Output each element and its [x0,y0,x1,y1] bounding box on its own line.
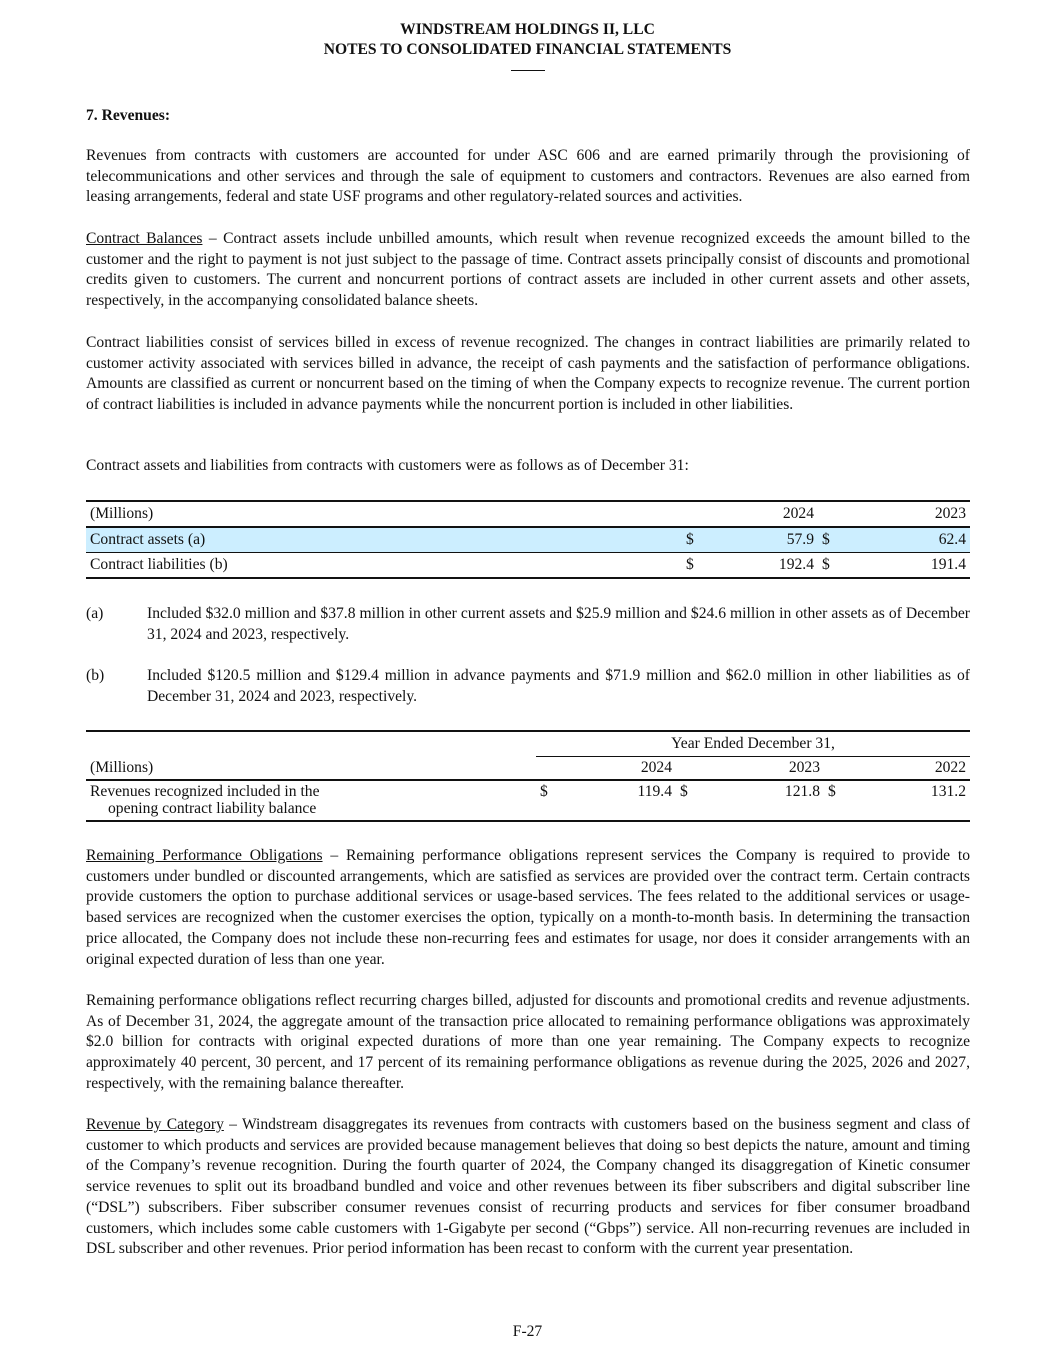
contract-liability-revenue-table [86,730,970,822]
unit-label: (Millions) [90,504,154,522]
section-title: 7. Revenues: [86,107,171,124]
table-span-header-row [86,732,970,757]
value-2024: 192.4 [778,555,814,573]
value-2023: 191.4 [930,555,966,573]
value-2023: 121.8 [696,780,824,821]
contract-balances-text: – Contract assets include unbilled amounts, which result when revenue recognized exceeds the amount billed to the customer and the right to payment is not just subject to the passage of time. Contract assets principally consist of discounts and promotional credits given to customers. The current and noncurrent portions of contract assets are included in other current assets and other assets, respectively, in the accompanying consolidated balance sheets. [86,230,970,310]
value-2024: 57.9 [786,530,814,548]
unit-label: (Millions) [86,757,536,781]
column-header-2022: 2022 [844,757,970,781]
footnote-text: Included $32.0 million and $37.8 million in other current assets and $25.9 million and $24.6 million in other assets as of December 31, 2024 and 2023, respectively. [147,605,970,643]
currency-symbol: $ [686,555,694,573]
column-header-2023: 2023 [696,757,824,781]
table-header-row [86,757,970,781]
year-ended-header: Year Ended December 31, [536,732,970,757]
company-name: WINDSTREAM HOLDINGS II, LLC [400,21,655,38]
row-label-line-1: Revenues recognized included in the [90,783,320,800]
revenue-by-category-text: – Windstream disaggregates its revenues from contracts with customers based on the business segment and class of customer to which products and services are provided because management believes that doing so best depicts the nature, amount and timing of the Company’s revenue recognition. During the fourth quarter of 2024, the Company changed its disaggregation of Kinetic consumer service revenues to split out its broadband bundled and voice and other revenues between its fiber subscribers and digital subscriber line (“DSL”) subscribers. Fiber subscriber consumer revenues consist of recurring products and services for fiber consumer broadband customers, which includes some cable customers with 1-Gigabyte per second (“Gbps”) service. All non-recurring revenues are included in DSL subscriber and other revenues. Prior period information has been recast to conform with the current year presentation. [86,1116,971,1258]
table-intro-paragraph: Contract assets and liabilities from contracts with customers were as follows as of December 31: [86,457,689,474]
column-header-2024: 2024 [556,757,676,781]
row-label [86,780,536,821]
rpo-paragraph [86,846,970,970]
value-2022: 131.2 [844,780,970,821]
contract-balances-table [86,500,970,579]
currency-symbol: $ [824,780,844,821]
footnote-a [86,604,970,645]
currency-symbol: $ [536,780,556,821]
table-row [86,527,970,553]
page-header [0,20,1055,71]
row-label-line-2: opening contract liability balance [108,800,317,817]
rpo-text: – Remaining performance obligations represent services the Company is required to provide to customers under bundled or discounted arrangements, which are satisfied as services are provided over the contract term. Certain contracts provide customers the option to purchase additional services or usage-based services. The fees related to the additional services or usage-based services are recognized when the customer exercises the option, typically on a month-to-month basis. In determining the transaction price allocated, the Company does not include these non-recurring fees and estimates for usage, nor does it consider arrangements with an original expected duration of less than one year. [86,847,970,968]
footnote-text: Included $120.5 million and $129.4 million in advance payments and $71.9 million and $62.0 million in other liabilities as of December 31, 2024 and 2023, respectively. [147,667,970,705]
column-header-2024: 2024 [782,504,814,522]
footnote-label: (a) [86,605,104,622]
value-2023: 62.4 [938,530,966,548]
footnote-b [86,666,970,707]
contract-balances-paragraph [86,229,970,312]
revenue-by-category-paragraph [86,1115,970,1260]
currency-symbol: $ [822,530,830,548]
table-row [86,553,970,579]
currency-symbol: $ [676,780,696,821]
row-label: Contract assets (a) [90,530,206,548]
currency-symbol: $ [822,555,830,573]
contract-balances-heading: Contract Balances [86,230,203,247]
value-2024: 119.4 [556,780,676,821]
table-row [86,780,970,821]
header-divider [511,70,545,71]
document-title: NOTES TO CONSOLIDATED FINANCIAL STATEMENTS [323,41,732,58]
rpo-detail-paragraph: Remaining performance obligations reflect recurring charges billed, adjusted for discounts and promotional credits and revenue adjustments. As of December 31, 2024, the aggregate amount of the transaction price allocated to remaining performance obligations was approximately $2.0 billion for contracts with original expected durations of more than one year remaining. The Company expects to recognize approximately 40 percent, 30 percent, and 17 percent of its remaining performance obligations as revenue during the 2025, 2026 and 2027, respectively, with the remaining balance thereafter. [86,992,970,1092]
footnote-label: (b) [86,667,105,684]
contract-liabilities-paragraph: Contract liabilities consist of services billed in excess of revenue recognized. The changes in contract liabilities are primarily related to customer activity associated with services billed in advance, the receipt of cash payments and the satisfaction of performance obligations. Amounts are classified as current or noncurrent based on the timing of when the Company expects to recognize revenue. The current portion of contract liabilities is included in advance payments while the noncurrent portion is included in other liabilities. [86,334,970,414]
table-header-row [86,501,970,527]
page-number: F-27 [512,1323,543,1340]
revenues-intro-paragraph: Revenues from contracts with customers are accounted for under ASC 606 and are earned primarily through the provisioning of telecommunications and other services and through the sale of equipment to customers and contractors. Revenues are also earned from leasing arrangements, federal and state USF programs and other regulatory-related sources and activities. [86,147,970,206]
rpo-heading: Remaining Performance Obligations [86,847,323,864]
currency-symbol: $ [686,530,694,548]
row-label: Contract liabilities (b) [90,555,228,573]
revenue-by-category-heading: Revenue by Category [86,1116,224,1133]
column-header-2023: 2023 [934,504,966,522]
